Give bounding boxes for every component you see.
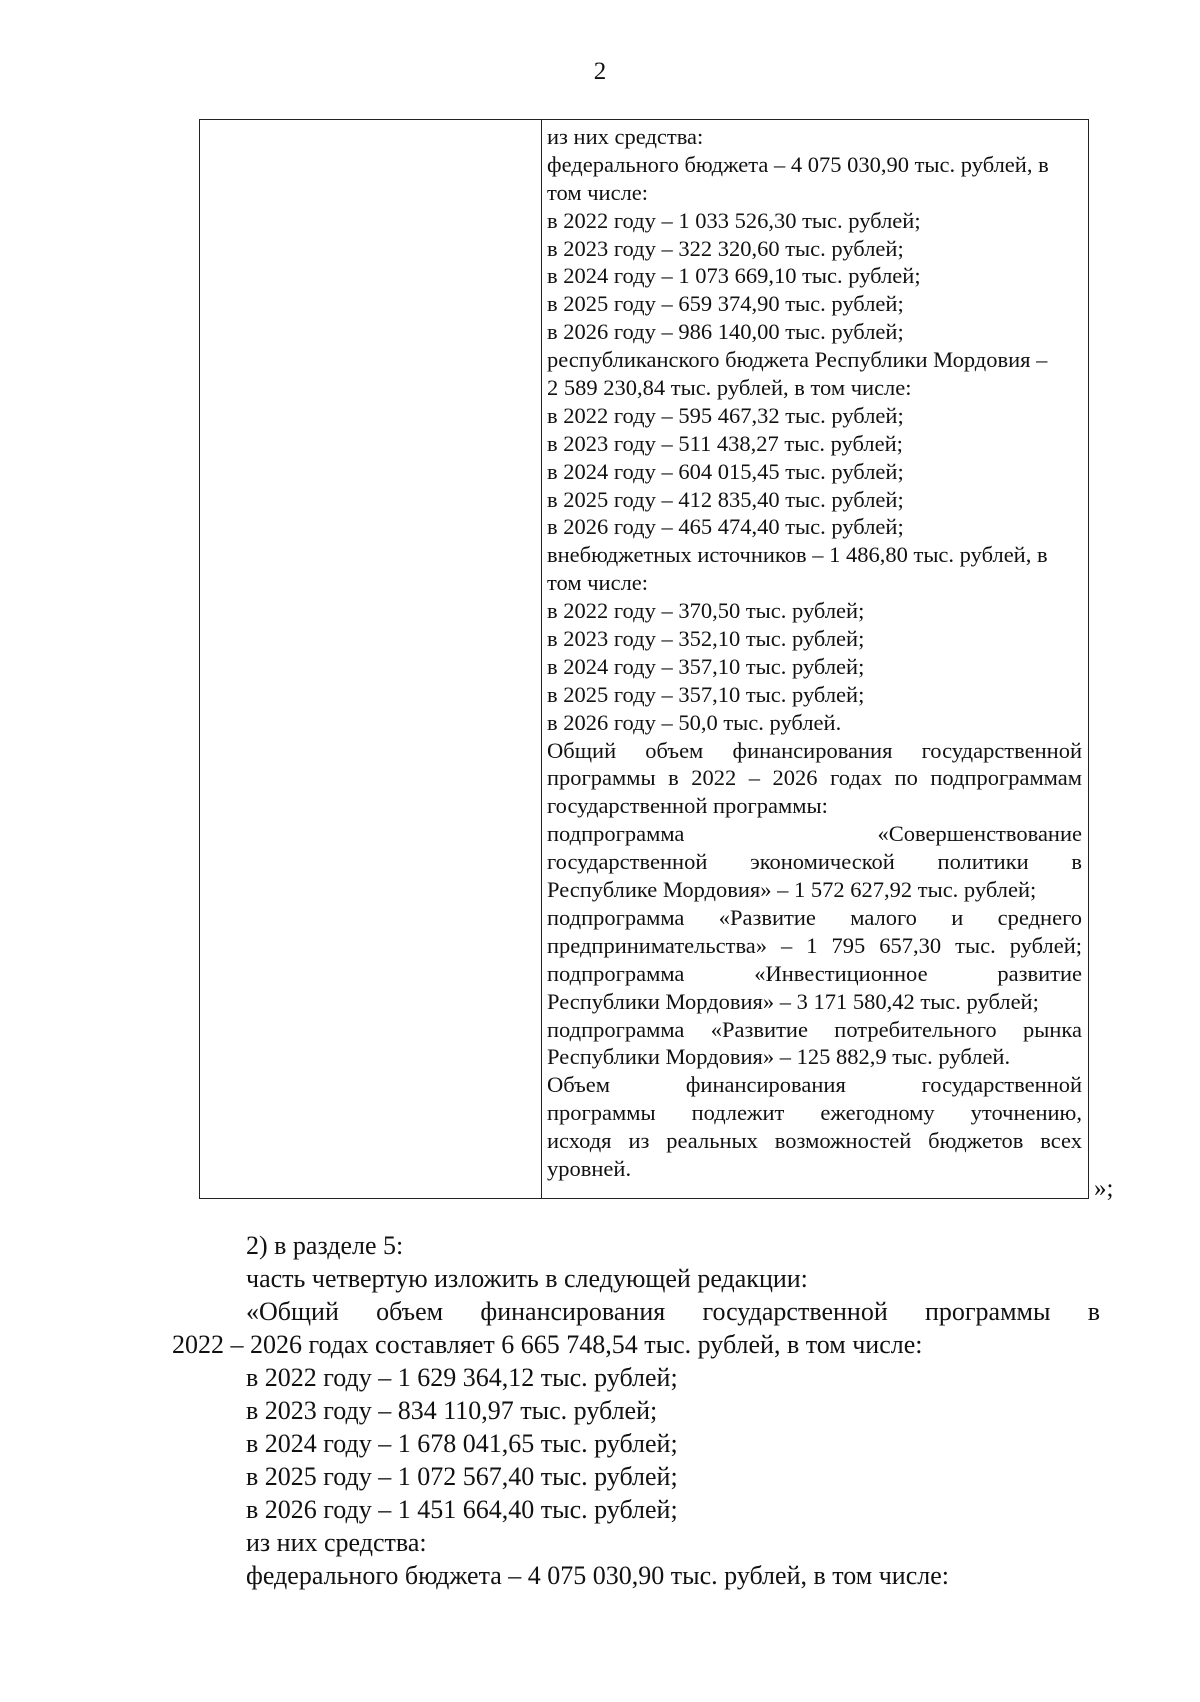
year-line: в 2022 году – 1 629 364,12 тыс. рублей; bbox=[246, 1363, 678, 1392]
table-text-line: том числе: bbox=[547, 179, 649, 205]
table-text-line: в 2025 году – 659 374,90 тыс. рублей; bbox=[547, 291, 904, 317]
table-text-line: в 2026 году – 986 140,00 тыс. рублей; bbox=[547, 319, 904, 345]
table-text-line: в 2023 году – 511 438,27 тыс. рублей; bbox=[547, 430, 903, 456]
table-text-line: уровней. bbox=[547, 1155, 632, 1181]
body-text bbox=[0, 1229, 1200, 1592]
table-text-line: государственной экономической политики в bbox=[547, 849, 1082, 875]
from-them-line: из них средства: bbox=[246, 1528, 427, 1557]
table-text-line: подпрограмма «Развитие потребительного рынка bbox=[547, 1016, 1082, 1042]
table-text-line: в 2024 году – 357,10 тыс. рублей; bbox=[547, 653, 865, 679]
quote-start-line: «Общий объем финансирования государственной программы в bbox=[246, 1297, 1100, 1326]
passport-table bbox=[199, 119, 1089, 1199]
table-text-line: подпрограмма «Развитие малого и среднего bbox=[547, 904, 1082, 930]
closing-quote-mark: »; bbox=[1094, 1175, 1114, 1202]
table-text-line: в 2025 году – 357,10 тыс. рублей; bbox=[547, 681, 865, 707]
page-number: 2 bbox=[593, 58, 607, 85]
table-text-line: 2 589 230,84 тыс. рублей, в том числе: bbox=[547, 375, 912, 401]
table-text-line: в 2026 году – 465 474,40 тыс. рублей; bbox=[547, 514, 904, 540]
table-text-line: внебюджетных источников – 1 486,80 тыс. рублей, в bbox=[547, 542, 1048, 568]
year-line: в 2026 году – 1 451 664,40 тыс. рублей; bbox=[246, 1495, 678, 1524]
quote-continuation-line: 2022 – 2026 годах составляет 6 665 748,54 тыс. рублей, в том числе: bbox=[172, 1330, 923, 1359]
table-text-line: в 2022 году – 595 467,32 тыс. рублей; bbox=[547, 402, 904, 428]
instruction-line: часть четвертую изложить в следующей редакции: bbox=[246, 1264, 808, 1293]
table-text-line: в 2026 году – 50,0 тыс. рублей. bbox=[547, 709, 842, 735]
table-text-line: в 2023 году – 352,10 тыс. рублей; bbox=[547, 626, 865, 652]
table-text-line: исходя из реальных возможностей бюджетов всех bbox=[547, 1128, 1082, 1154]
table-text-line: в 2025 году – 412 835,40 тыс. рублей; bbox=[547, 486, 904, 512]
year-line: в 2024 году – 1 678 041,65 тыс. рублей; bbox=[246, 1429, 678, 1458]
table-text-line: в 2024 году – 1 073 669,10 тыс. рублей; bbox=[547, 263, 921, 289]
table-left-cell bbox=[200, 120, 542, 1198]
table-text-line: Республики Мордовия» – 3 171 580,42 тыс. рублей; bbox=[547, 988, 1039, 1014]
table-text-line: Общий объем финансирования государственной bbox=[547, 737, 1082, 763]
section-item: 2) в разделе 5: bbox=[246, 1231, 404, 1260]
table-text-line: программы в 2022 – 2026 годах по подпрограммам bbox=[547, 765, 1082, 791]
table-text-line: в 2022 году – 370,50 тыс. рублей; bbox=[547, 598, 865, 624]
table-text-line: государственной программы: bbox=[547, 793, 828, 819]
table-text-line: подпрограмма «Совершенствование bbox=[547, 821, 1082, 847]
table-text-line: в 2023 году – 322 320,60 тыс. рублей; bbox=[547, 235, 904, 261]
federal-budget-line: федерального бюджета – 4 075 030,90 тыс. рублей, в том числе: bbox=[246, 1561, 950, 1590]
table-text-line: федерального бюджета – 4 075 030,90 тыс. рублей, в bbox=[547, 151, 1049, 177]
table-text-line: Республики Мордовия» – 125 882,9 тыс. рублей. bbox=[547, 1044, 1011, 1070]
table-text-line: в 2022 году – 1 033 526,30 тыс. рублей; bbox=[547, 207, 921, 233]
table-text-line: предпринимательства» – 1 795 657,30 тыс. рублей; bbox=[547, 932, 1082, 958]
table-text-line: Республике Мордовия» – 1 572 627,92 тыс. рублей; bbox=[547, 877, 1037, 903]
table-text-line: подпрограмма «Инвестиционное развитие bbox=[547, 960, 1082, 986]
table-text-line: Объем финансирования государственной bbox=[547, 1072, 1082, 1098]
table-text-line: республиканского бюджета Республики Мордовия – bbox=[547, 347, 1048, 373]
year-line: в 2025 году – 1 072 567,40 тыс. рублей; bbox=[246, 1462, 678, 1491]
table-text-line: в 2024 году – 604 015,45 тыс. рублей; bbox=[547, 458, 904, 484]
table-text-line: программы подлежит ежегодному уточнению, bbox=[547, 1100, 1082, 1126]
table-text-line: том числе: bbox=[547, 570, 649, 596]
table-right-cell bbox=[542, 120, 1088, 1198]
year-line: в 2023 году – 834 110,97 тыс. рублей; bbox=[246, 1396, 658, 1425]
table-text-line: из них средства: bbox=[547, 124, 704, 149]
